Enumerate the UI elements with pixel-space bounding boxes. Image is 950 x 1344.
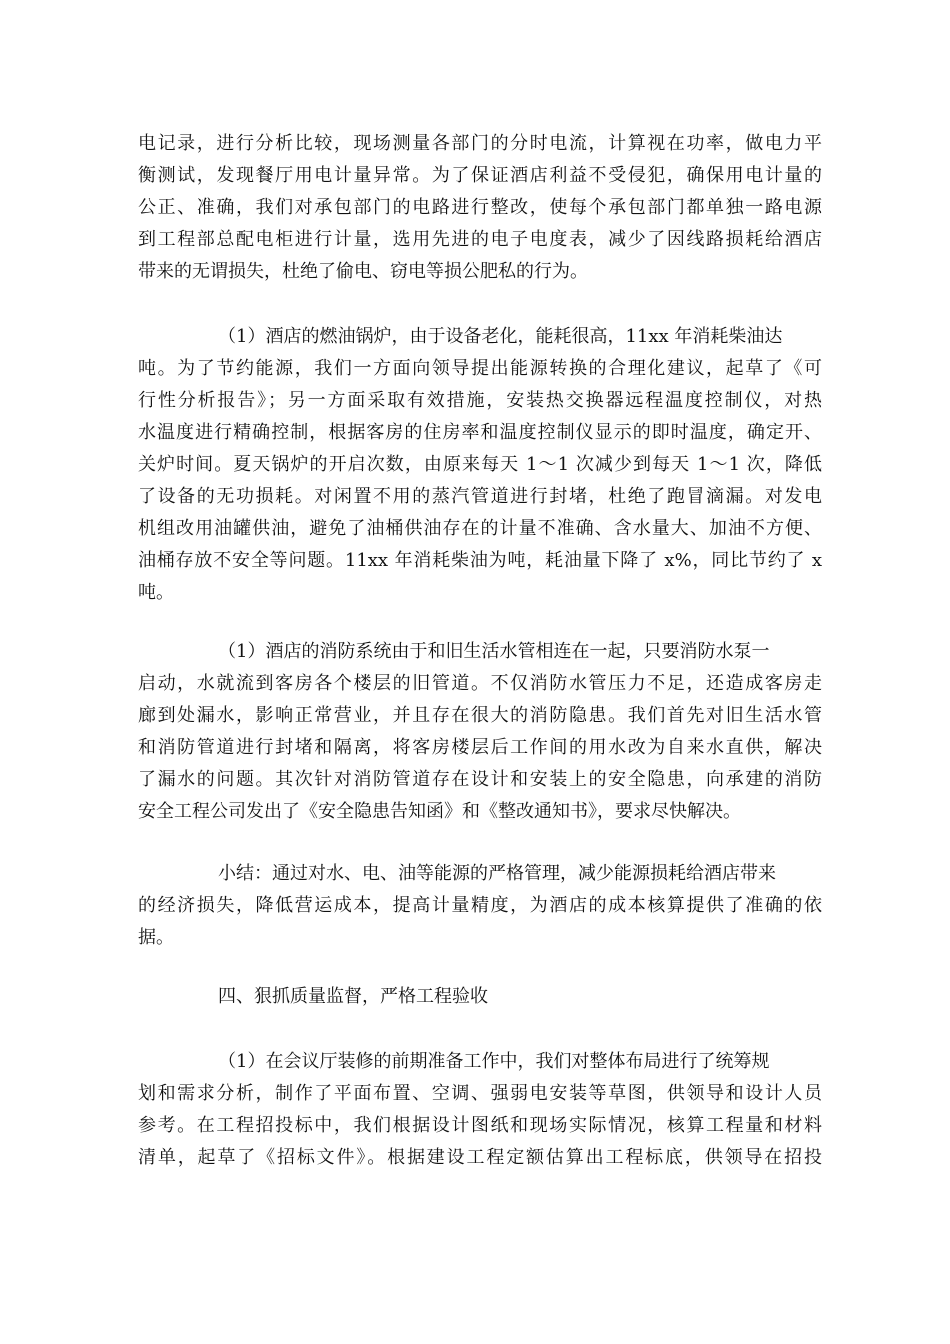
text-line: 了设备的无功损耗。对闲置不用的蒸汽管道进行封堵，杜绝了跑冒滴漏。对发电 bbox=[138, 486, 822, 507]
paragraph-electric-metering bbox=[138, 128, 822, 288]
text-line: 行性分析报告》；另一方面采取有效措施，安装热交换器远程温度控制仪，对热 bbox=[138, 390, 822, 411]
text-line: 了漏水的问题。其次针对消防管道存在设计和安装上的安全隐患，向承建的消防 bbox=[138, 769, 822, 790]
text-line: 衡测试，发现餐厅用电计量异常。为了保证酒店利益不受侵犯，确保用电计量的 bbox=[138, 165, 822, 186]
text-line: 小结：通过对水、电、油等能源的严格管理，减少能源损耗给酒店带来 bbox=[218, 863, 776, 884]
text-line: 和消防管道进行封堵和隔离，将客房楼层后工作间的用水改为自来水直供，解决 bbox=[138, 737, 822, 758]
text-line: （1）在会议厅装修的前期准备工作中，我们对整体布局进行了统筹规 bbox=[218, 1051, 770, 1072]
paragraph-fire-system bbox=[138, 636, 822, 828]
text-line: （1）酒店的消防系统由于和旧生活水管相连在一起，只要消防水泵一 bbox=[218, 641, 770, 662]
text-line: 的经济损失，降低营运成本，提高计量精度，为酒店的成本核算提供了准确的依 bbox=[138, 895, 822, 916]
text-line: 吨。为了节约能源，我们一方面向领导提出能源转换的合理化建议，起草了《可 bbox=[138, 358, 822, 379]
text-line: 廊到处漏水，影响正常营业，并且存在很大的消防隐患。我们首先对旧生活水管 bbox=[138, 705, 822, 726]
section-heading bbox=[138, 981, 822, 1013]
text-line: 启动，水就流到客房各个楼层的旧管道。不仅消防水管压力不足，还造成客房走 bbox=[138, 673, 822, 694]
section-heading-text: 四、狠抓质量监督，严格工程验收 bbox=[218, 986, 488, 1007]
text-line: 油桶存放不安全等问题。11xx 年消耗柴油为吨，耗油量下降了 x%，同比节约了 x bbox=[138, 550, 822, 571]
text-line: 安全工程公司发出了《安全隐患告知函》和《整改通知书》，要求尽快解决。 bbox=[138, 801, 741, 822]
text-line: （1）酒店的燃油锅炉，由于设备老化，能耗很高，11xx 年消耗柴油达 bbox=[218, 326, 783, 347]
text-line: 关炉时间。夏天锅炉的开启次数，由原来每天 1～1 次减少到每天 1～1 次，降低 bbox=[138, 454, 822, 475]
paragraph-boiler bbox=[138, 321, 822, 609]
text-line: 公正、准确，我们对承包部门的电路进行整改，使每个承包部门都单独一路电源 bbox=[138, 197, 822, 218]
paragraph-summary bbox=[138, 858, 822, 954]
text-line: 水温度进行精确控制，根据客房的住房率和温度控制仪显示的即时温度，确定开、 bbox=[138, 422, 822, 443]
paragraph-meeting-hall bbox=[138, 1046, 822, 1174]
text-line: 到工程部总配电柜进行计量，选用先进的电子电度表，减少了因线路损耗给酒店 bbox=[138, 229, 822, 250]
text-line: 电记录，进行分析比较，现场测量各部门的分时电流，计算视在功率，做电力平 bbox=[138, 133, 822, 154]
text-line: 吨。 bbox=[138, 582, 174, 603]
text-line: 带来的无谓损失，杜绝了偷电、窃电等损公肥私的行为。 bbox=[138, 261, 588, 282]
text-line: 清单，起草了《招标文件》。根据建设工程定额估算出工程标底，供领导在招投 bbox=[138, 1147, 822, 1168]
text-line: 划和需求分析，制作了平面布置、空调、强弱电安装等草图，供领导和设计人员 bbox=[138, 1083, 822, 1104]
text-line: 据。 bbox=[138, 927, 174, 948]
text-line: 参考。在工程招投标中，我们根据设计图纸和现场实际情况，核算工程量和材料 bbox=[138, 1115, 822, 1136]
text-line: 机组改用油罐供油，避免了油桶供油存在的计量不准确、含水量大、加油不方便、 bbox=[138, 518, 822, 539]
